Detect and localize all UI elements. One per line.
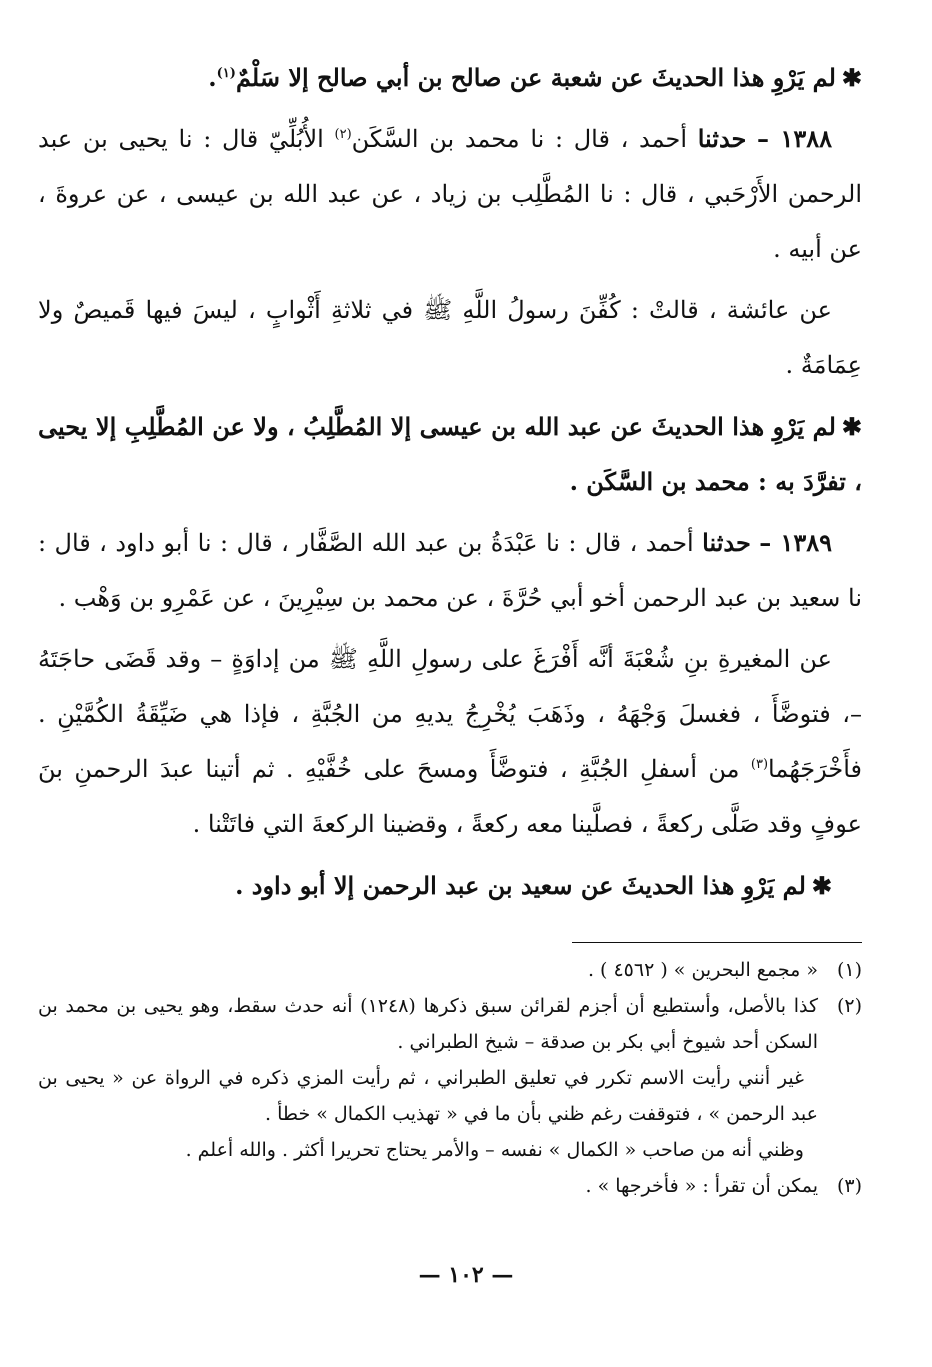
- footnote-separator: [572, 942, 862, 943]
- footnote: [38, 988, 862, 1168]
- hadith-number: ١٣٨٩ –: [759, 528, 832, 557]
- isnad-text: الأُبُلِّيّ قال : نا يحيى بن عبد الرحمن الأَرْحَبي ، قال : نا المُطَّلِب بن زياد ، عن عبد الله بن عيسى ، عن عروةَ ، عن أبيه .: [38, 125, 862, 263]
- footnote-text: يمكن أن تقرأ : « فأخرجها » .: [585, 1175, 818, 1197]
- hadith-1388-matn: عن عائشة ، قالتْ : كُفِّنَ رسولُ اللَّهِ ﷺ في ثلاثةِ أَثْوابٍ ، ليسَ فيها قَميصٌ ولا عِمَامَةٌ .: [38, 296, 862, 379]
- footnote: [38, 952, 862, 988]
- footnote-ref: (٣): [750, 757, 769, 772]
- hadith-1389-matn: [38, 632, 862, 852]
- footnote: [38, 1168, 862, 1204]
- page-number: — ١٠٢ —: [418, 1262, 514, 1288]
- footnote-text: « مجمع البحرين » ( ٤٥٦٢ ) .: [587, 959, 818, 981]
- commentary-text: لم يَرْوِ هذا الحديثَ عن عبد الله بن عيسى إلا المُطَّلِبُ ، ولا عن المُطَّلِبِ إلا يحيى ، تفرَّدَ به : محمد بن السَّكَن .: [38, 412, 862, 496]
- commentary-text: لم يَرْوِ هذا الحديثَ عن سعيد بن عبد الرحمن إلا أبو داود .: [235, 871, 806, 900]
- star-icon: ✱: [811, 871, 832, 900]
- footnote-text: وظني أنه من صاحب « الكمال » نفسه – والأمر يحتاج تحريرا أكثر . والله أعلم .: [185, 1139, 804, 1161]
- commentary-text: لم يَرْوِ هذا الحديثَ عن شعبة عن صالح بن أبي صالح إلا سَلْمٌ: [235, 63, 836, 92]
- footnotes: [38, 952, 862, 1204]
- commentary-2: [38, 399, 862, 509]
- footnote-ref: (٢): [334, 127, 352, 142]
- footnote-number: (٣): [836, 1175, 862, 1197]
- star-icon: ✱: [841, 63, 862, 92]
- main-text: [38, 50, 862, 919]
- footnote-ref: (١): [216, 66, 236, 81]
- footnote-text: غير أنني رأيت الاسم تكرر في تعليق الطبراني ، ثم رأيت المزي ذكره في الرواة عن « يحيى بن عبد الرحمن » ، فتوقفت رغم ظني بأن ما في « تهذيب الكمال » خطأ .: [38, 1067, 818, 1125]
- isnad-text: أحمد ، قال : نا محمد بن السَّكَن: [351, 125, 698, 153]
- commentary-1: [38, 50, 862, 105]
- hadith-number: ١٣٨٨ –: [757, 124, 833, 153]
- hadith-lead: حدثنا: [702, 528, 751, 557]
- matn-text: عن المغيرةِ بنِ شُعْبَةَ أنَّه أَفْرَغَ على رسولِ اللَّهِ ﷺ من إداوَةٍ – وقد قَضَى حاجَتَهُ –، فتوضَّأَ ، فغسلَ وَجْهَهُ ، وذَهَبَ يُخْرِجُ يديهِ من الجُبَّةِ ، فإذا هي ضَيِّقَةُ الكُمَّيْنِ . فأَخْرَجَهُما: [38, 645, 862, 783]
- matn-text: من أسفلِ الجُبَّةِ ، فتوضَّأَ ومسحَ على خُفَّيْهِ . ثم أتينا عبدَ الرحمنِ بنَ عوفٍ وقد صَلَّى ركعةً ، فصلَّينا معه ركعةً ، وقضينا الركعةَ التي فاتَتْنا .: [38, 755, 862, 838]
- commentary-3: [38, 858, 862, 913]
- hadith-1388-isnad: [38, 111, 862, 277]
- hadith-lead: حدثنا: [697, 124, 747, 153]
- commentary-end: .: [208, 63, 217, 92]
- hadith-1389-isnad: [38, 515, 862, 626]
- footnote-number: (٢): [836, 995, 862, 1017]
- star-icon: ✱: [841, 412, 862, 441]
- footnote-number: (١): [836, 959, 862, 981]
- isnad-text: أحمد ، قال : نا عَبْدَةُ بن عبد الله الصَّفَّار ، قال : نا أبو داود ، قال : نا سعيد بن عبد الرحمن أخو أبي حُرَّةَ ، عن محمد بن سِيْرِينَ ، عن عَمْرِو بن وَهْب .: [38, 529, 862, 612]
- footnote-text: كذا بالأصل، وأستطيع أن أجزم لقرائن سبق ذكرها (١٢٤٨) أنه حدث سقط، وهو يحيى بن محمد بن السكن أحد شيوخ أبي بكر بن صدقة – شيخ الطبراني .: [38, 995, 818, 1053]
